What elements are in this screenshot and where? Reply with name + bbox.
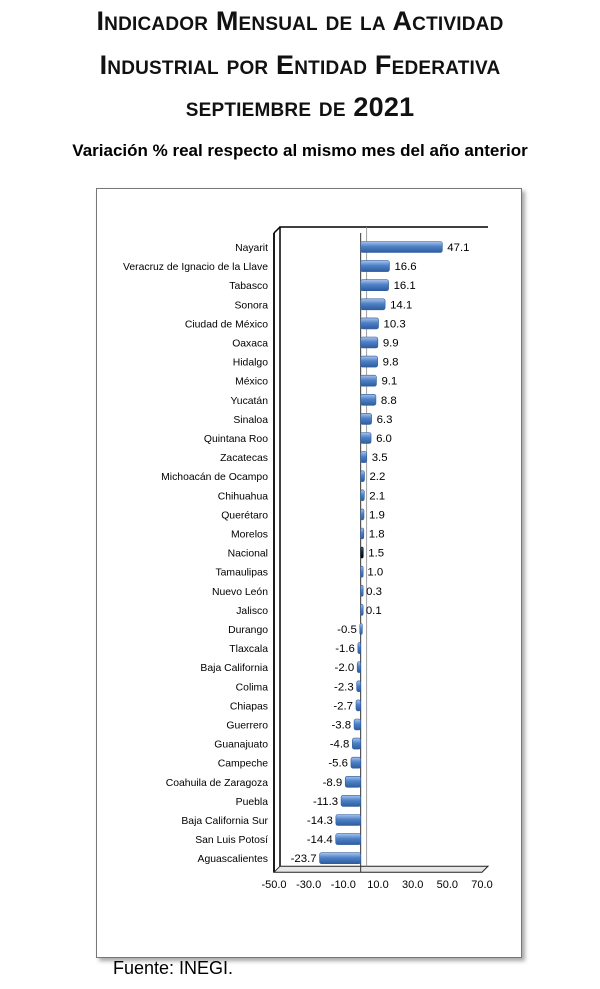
source-note: Fuente: INEGI. [113, 958, 234, 978]
category-label: Querétaro [221, 510, 268, 522]
data-label: 47.1 [447, 242, 470, 254]
x-tick-label: 50.0 [436, 879, 459, 892]
category-label: Campeche [217, 758, 268, 770]
category-label: Nacional [227, 548, 268, 560]
data-label: 6.3 [376, 413, 393, 426]
data-label: -11.3 [312, 795, 339, 808]
bar [361, 280, 389, 291]
data-label: -5.6 [328, 757, 348, 770]
category-label: Durango [228, 625, 268, 636]
bar [361, 452, 367, 463]
data-label: 1.8 [368, 528, 385, 541]
category-label: Baja California [200, 663, 268, 675]
x-tick-label: -10.0 [330, 879, 356, 892]
data-label: 2.1 [369, 490, 386, 503]
bar [336, 815, 361, 826]
data-label: -0.5 [337, 624, 357, 636]
data-label: 1.0 [367, 566, 384, 579]
category-label: Veracruz de Ignacio de la Llave [123, 262, 268, 274]
bar [352, 738, 360, 749]
x-tick-label: 10.0 [367, 879, 389, 892]
bar [361, 375, 377, 386]
category-label: Colima [235, 682, 268, 694]
category-label: Jalisco [236, 605, 268, 617]
category-label: Guerrero [226, 720, 268, 732]
chart-title-line-2: Industrial por Entidad Federativa [99, 50, 501, 80]
category-label: Tabasco [229, 281, 268, 293]
category-label: Hidalgo [232, 357, 268, 369]
x-tick-label: -30.0 [296, 879, 322, 892]
data-label: -8.9 [322, 776, 343, 789]
bar [361, 490, 365, 501]
data-label: -2.7 [333, 700, 353, 713]
category-label: Tlaxcala [229, 644, 268, 656]
bar [361, 528, 364, 539]
category-label: Guanajuato [214, 739, 268, 751]
category-label: Zacatecas [220, 453, 268, 465]
category-label: Michoacán de Ocampo [161, 472, 268, 484]
bar [357, 681, 361, 692]
data-label: -4.8 [329, 738, 350, 751]
bar [361, 299, 385, 310]
data-label: 1.5 [368, 547, 385, 560]
data-label: 9.8 [382, 356, 399, 369]
bar [336, 834, 361, 845]
category-label: Aguascalientes [197, 854, 268, 866]
bar [361, 356, 378, 367]
bar [354, 719, 361, 730]
bar [360, 624, 363, 635]
data-label: 9.9 [382, 337, 399, 350]
bar [361, 318, 379, 329]
chart-title-line-1: Indicador Mensual de la Actividad [96, 6, 504, 36]
category-label: San Luis Potosí [195, 835, 268, 847]
bar [320, 853, 361, 864]
bar [361, 242, 443, 253]
data-label: 9.1 [381, 375, 398, 388]
data-label: -2.3 [334, 681, 354, 694]
x-tick-label: -50.0 [261, 879, 287, 892]
chart-title-line-3: septiembre de 2021 [185, 92, 415, 122]
x-tick-label: 70.0 [471, 879, 493, 892]
bar [361, 585, 364, 596]
category-label: Coahuila de Zaragoza [165, 777, 268, 789]
x-tick-label: 30.0 [401, 879, 424, 892]
category-label: Tamaulipas [215, 567, 268, 579]
category-label: Quintana Roo [203, 434, 268, 445]
data-label: -1.6 [335, 643, 355, 656]
bar [358, 643, 361, 654]
bar [361, 261, 390, 272]
category-label: Chihuahua [217, 491, 268, 503]
plot-corner-edge [274, 227, 280, 233]
category-label: Baja California Sur [181, 816, 268, 827]
data-label: -14.3 [306, 815, 333, 827]
data-label: -14.4 [306, 834, 333, 847]
data-label: 2.2 [369, 471, 386, 484]
chart-subtitle: Variación % real respecto al mismo mes del año anterior [72, 141, 528, 160]
category-label: Sinaloa [233, 414, 268, 426]
data-label: 1.9 [368, 509, 385, 522]
bar [361, 509, 364, 520]
data-label: 16.1 [393, 280, 416, 293]
bar [361, 471, 365, 482]
data-label: 6.0 [376, 433, 392, 445]
bar [361, 394, 376, 405]
bar [341, 795, 361, 806]
bar [361, 413, 372, 424]
category-label: Morelos [231, 529, 268, 541]
bar [361, 566, 364, 577]
category-label: Yucatán [230, 395, 268, 407]
data-label: 0.3 [366, 585, 383, 598]
data-label: -3.8 [331, 719, 352, 732]
category-label: Nuevo León [211, 586, 268, 598]
category-label: Puebla [235, 796, 268, 808]
data-label: 10.3 [383, 318, 406, 331]
category-label: Chiapas [229, 701, 268, 713]
bar [361, 604, 364, 615]
category-label: Oaxaca [232, 338, 268, 350]
category-label: Nayarit [235, 243, 268, 254]
data-label: 3.5 [371, 452, 388, 465]
data-label: 16.6 [394, 261, 417, 274]
data-label: -2.0 [334, 662, 355, 675]
bar [357, 662, 360, 673]
bar [345, 776, 360, 787]
bar [361, 337, 378, 348]
category-label: México [235, 376, 268, 388]
bar [361, 547, 364, 558]
bar [356, 700, 361, 711]
data-label: 0.1 [365, 604, 382, 617]
data-label: -23.7 [290, 853, 317, 866]
bar-chart [96, 188, 520, 956]
data-label: 8.8 [380, 394, 397, 407]
category-label: Ciudad de México [184, 319, 268, 331]
data-label: 14.1 [390, 299, 413, 312]
category-label: Sonora [234, 300, 268, 312]
plot-floor [274, 866, 488, 872]
bar [361, 433, 371, 444]
bar [351, 757, 361, 768]
